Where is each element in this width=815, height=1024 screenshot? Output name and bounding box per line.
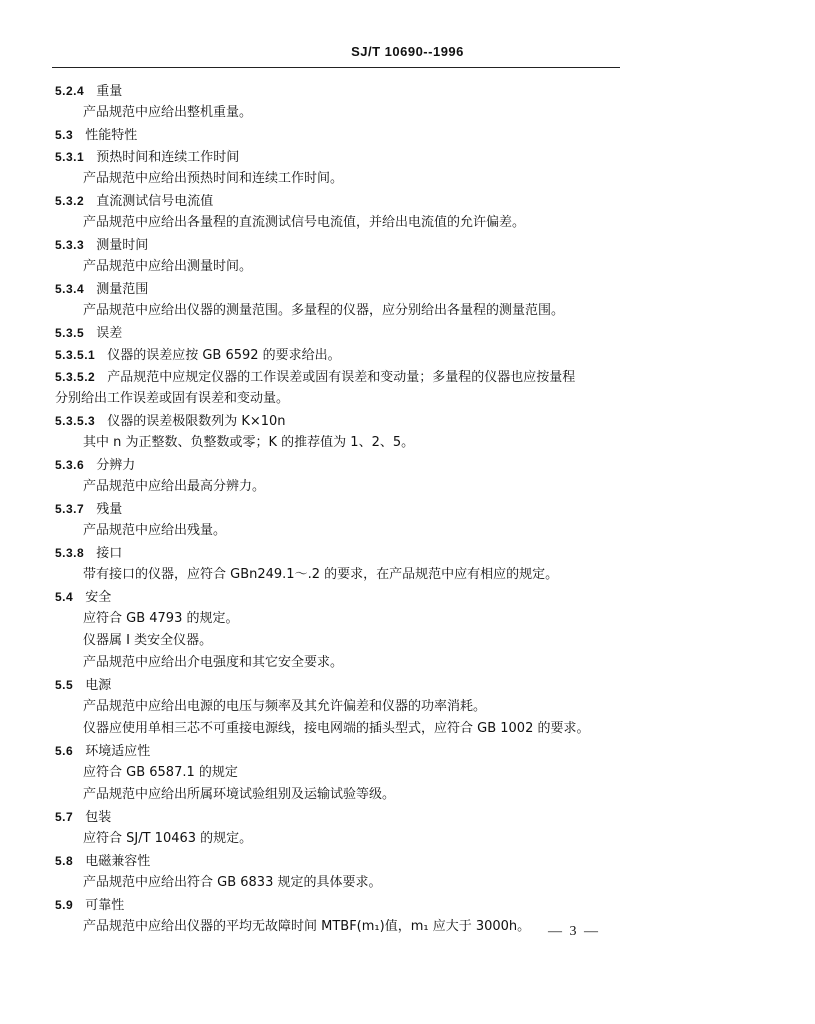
body-paragraph: 其中 n 为正整数、负整数或零；K 的推荐值为 1、2、5。 [83, 435, 415, 450]
section-heading [0, 498, 815, 520]
body-paragraph: 产品规范中应给出整机重量。 [83, 105, 253, 120]
section-heading [0, 586, 815, 608]
section-number: 5.2.4 [55, 84, 85, 98]
section-heading [0, 410, 815, 432]
section-title: 误差 [96, 326, 123, 341]
section-heading [0, 806, 815, 828]
section-number: 5.3.6 [55, 458, 85, 472]
body-paragraph: 仪器应使用单相三芯不可重接电源线，接电网端的插头型式，应符合 GB 1002 的要求。 [83, 721, 590, 736]
document-code-header: SJ/T 10690--1996 [351, 44, 464, 59]
section-title: 性能特性 [85, 128, 138, 143]
section-title: 仪器的误差极限数列为 K×10n [107, 414, 286, 429]
section-title: 测量时间 [96, 238, 149, 253]
section-title: 可靠性 [85, 898, 125, 913]
section-number: 5.3.4 [55, 282, 85, 296]
section-title: 电源 [85, 678, 112, 693]
section-number: 5.8 [55, 854, 74, 868]
section-number: 5.3.5.2 [55, 370, 96, 384]
section-title: 仪器的误差应按 GB 6592 的要求给出。 [107, 348, 341, 363]
section-heading [0, 278, 815, 300]
section-title: 包装 [85, 810, 112, 825]
body-paragraph: 应符合 GB 6587.1 的规定 [83, 765, 238, 780]
section-title: 产品规范中应规定仪器的工作误差或固有误差和变动量；多量程的仪器也应按量程 [107, 370, 576, 385]
section-heading [0, 740, 815, 762]
body-paragraph: 产品规范中应给出介电强度和其它安全要求。 [83, 655, 344, 670]
body-paragraph: 带有接口的仪器，应符合 GBn249.1～.2 的要求，在产品规范中应有相应的规定。 [83, 567, 559, 582]
body-paragraph: 产品规范中应给出最高分辨力。 [83, 479, 266, 494]
section-number: 5.3 [55, 128, 74, 142]
body-paragraph: 产品规范中应给出所属环境试验组别及运输试验等级。 [83, 787, 396, 802]
section-heading [0, 344, 815, 366]
body-paragraph: 应符合 GB 4793 的规定。 [83, 611, 239, 626]
section-number: 5.3.2 [55, 194, 85, 208]
section-heading [0, 80, 815, 102]
body-paragraph: 产品规范中应给出符合 GB 6833 规定的具体要求。 [83, 875, 382, 890]
section-number: 5.7 [55, 810, 74, 824]
section-number: 5.5 [55, 678, 74, 692]
body-paragraph: 产品规范中应给出残量。 [83, 523, 227, 538]
section-number: 5.3.7 [55, 502, 85, 516]
header-divider [52, 67, 620, 68]
section-number: 5.3.5.1 [55, 348, 96, 362]
document-body [0, 80, 815, 938]
section-heading [0, 124, 815, 146]
section-heading [0, 322, 815, 344]
section-number: 5.4 [55, 590, 74, 604]
body-paragraph: 产品规范中应给出各量程的直流测试信号电流值，并给出电流值的允许偏差。 [83, 215, 526, 230]
section-heading [0, 674, 815, 696]
section-number: 5.3.3 [55, 238, 85, 252]
section-heading [0, 234, 815, 256]
section-heading [0, 366, 815, 388]
section-title: 直流测试信号电流值 [96, 194, 214, 209]
section-title: 预热时间和连续工作时间 [96, 150, 240, 165]
page-number: — 3 — [548, 924, 600, 939]
section-number: 5.3.1 [55, 150, 85, 164]
body-paragraph-continuation: 分别给出工作误差或固有误差和变动量。 [55, 391, 290, 406]
section-title: 重量 [96, 84, 123, 99]
section-number: 5.3.8 [55, 546, 85, 560]
body-paragraph: 产品规范中应给出仪器的测量范围。多量程的仪器，应分别给出各量程的测量范围。 [83, 303, 565, 318]
body-paragraph: 应符合 SJ/T 10463 的规定。 [83, 831, 253, 846]
section-title: 测量范围 [96, 282, 149, 297]
section-number: 5.3.5.3 [55, 414, 96, 428]
body-paragraph: 仪器属 Ⅰ 类安全仪器。 [83, 633, 213, 648]
section-title: 接口 [96, 546, 123, 561]
section-heading [0, 454, 815, 476]
body-paragraph: 产品规范中应给出电源的电压与频率及其允许偏差和仪器的功率消耗。 [83, 699, 487, 714]
section-number: 5.9 [55, 898, 74, 912]
section-heading [0, 850, 815, 872]
section-heading [0, 542, 815, 564]
section-heading [0, 146, 815, 168]
section-heading [0, 894, 815, 916]
body-paragraph: 产品规范中应给出预热时间和连续工作时间。 [83, 171, 344, 186]
section-number: 5.6 [55, 744, 74, 758]
section-title: 环境适应性 [85, 744, 151, 759]
section-title: 电磁兼容性 [85, 854, 151, 869]
body-paragraph: 产品规范中应给出仪器的平均无故障时间 MTBF(m₁)值，m₁ 应大于 3000h。 [83, 919, 531, 934]
section-title: 残量 [96, 502, 123, 517]
section-heading [0, 190, 815, 212]
section-title: 安全 [85, 590, 112, 605]
body-paragraph: 产品规范中应给出测量时间。 [83, 259, 253, 274]
section-number: 5.3.5 [55, 326, 85, 340]
section-title: 分辨力 [96, 458, 136, 473]
